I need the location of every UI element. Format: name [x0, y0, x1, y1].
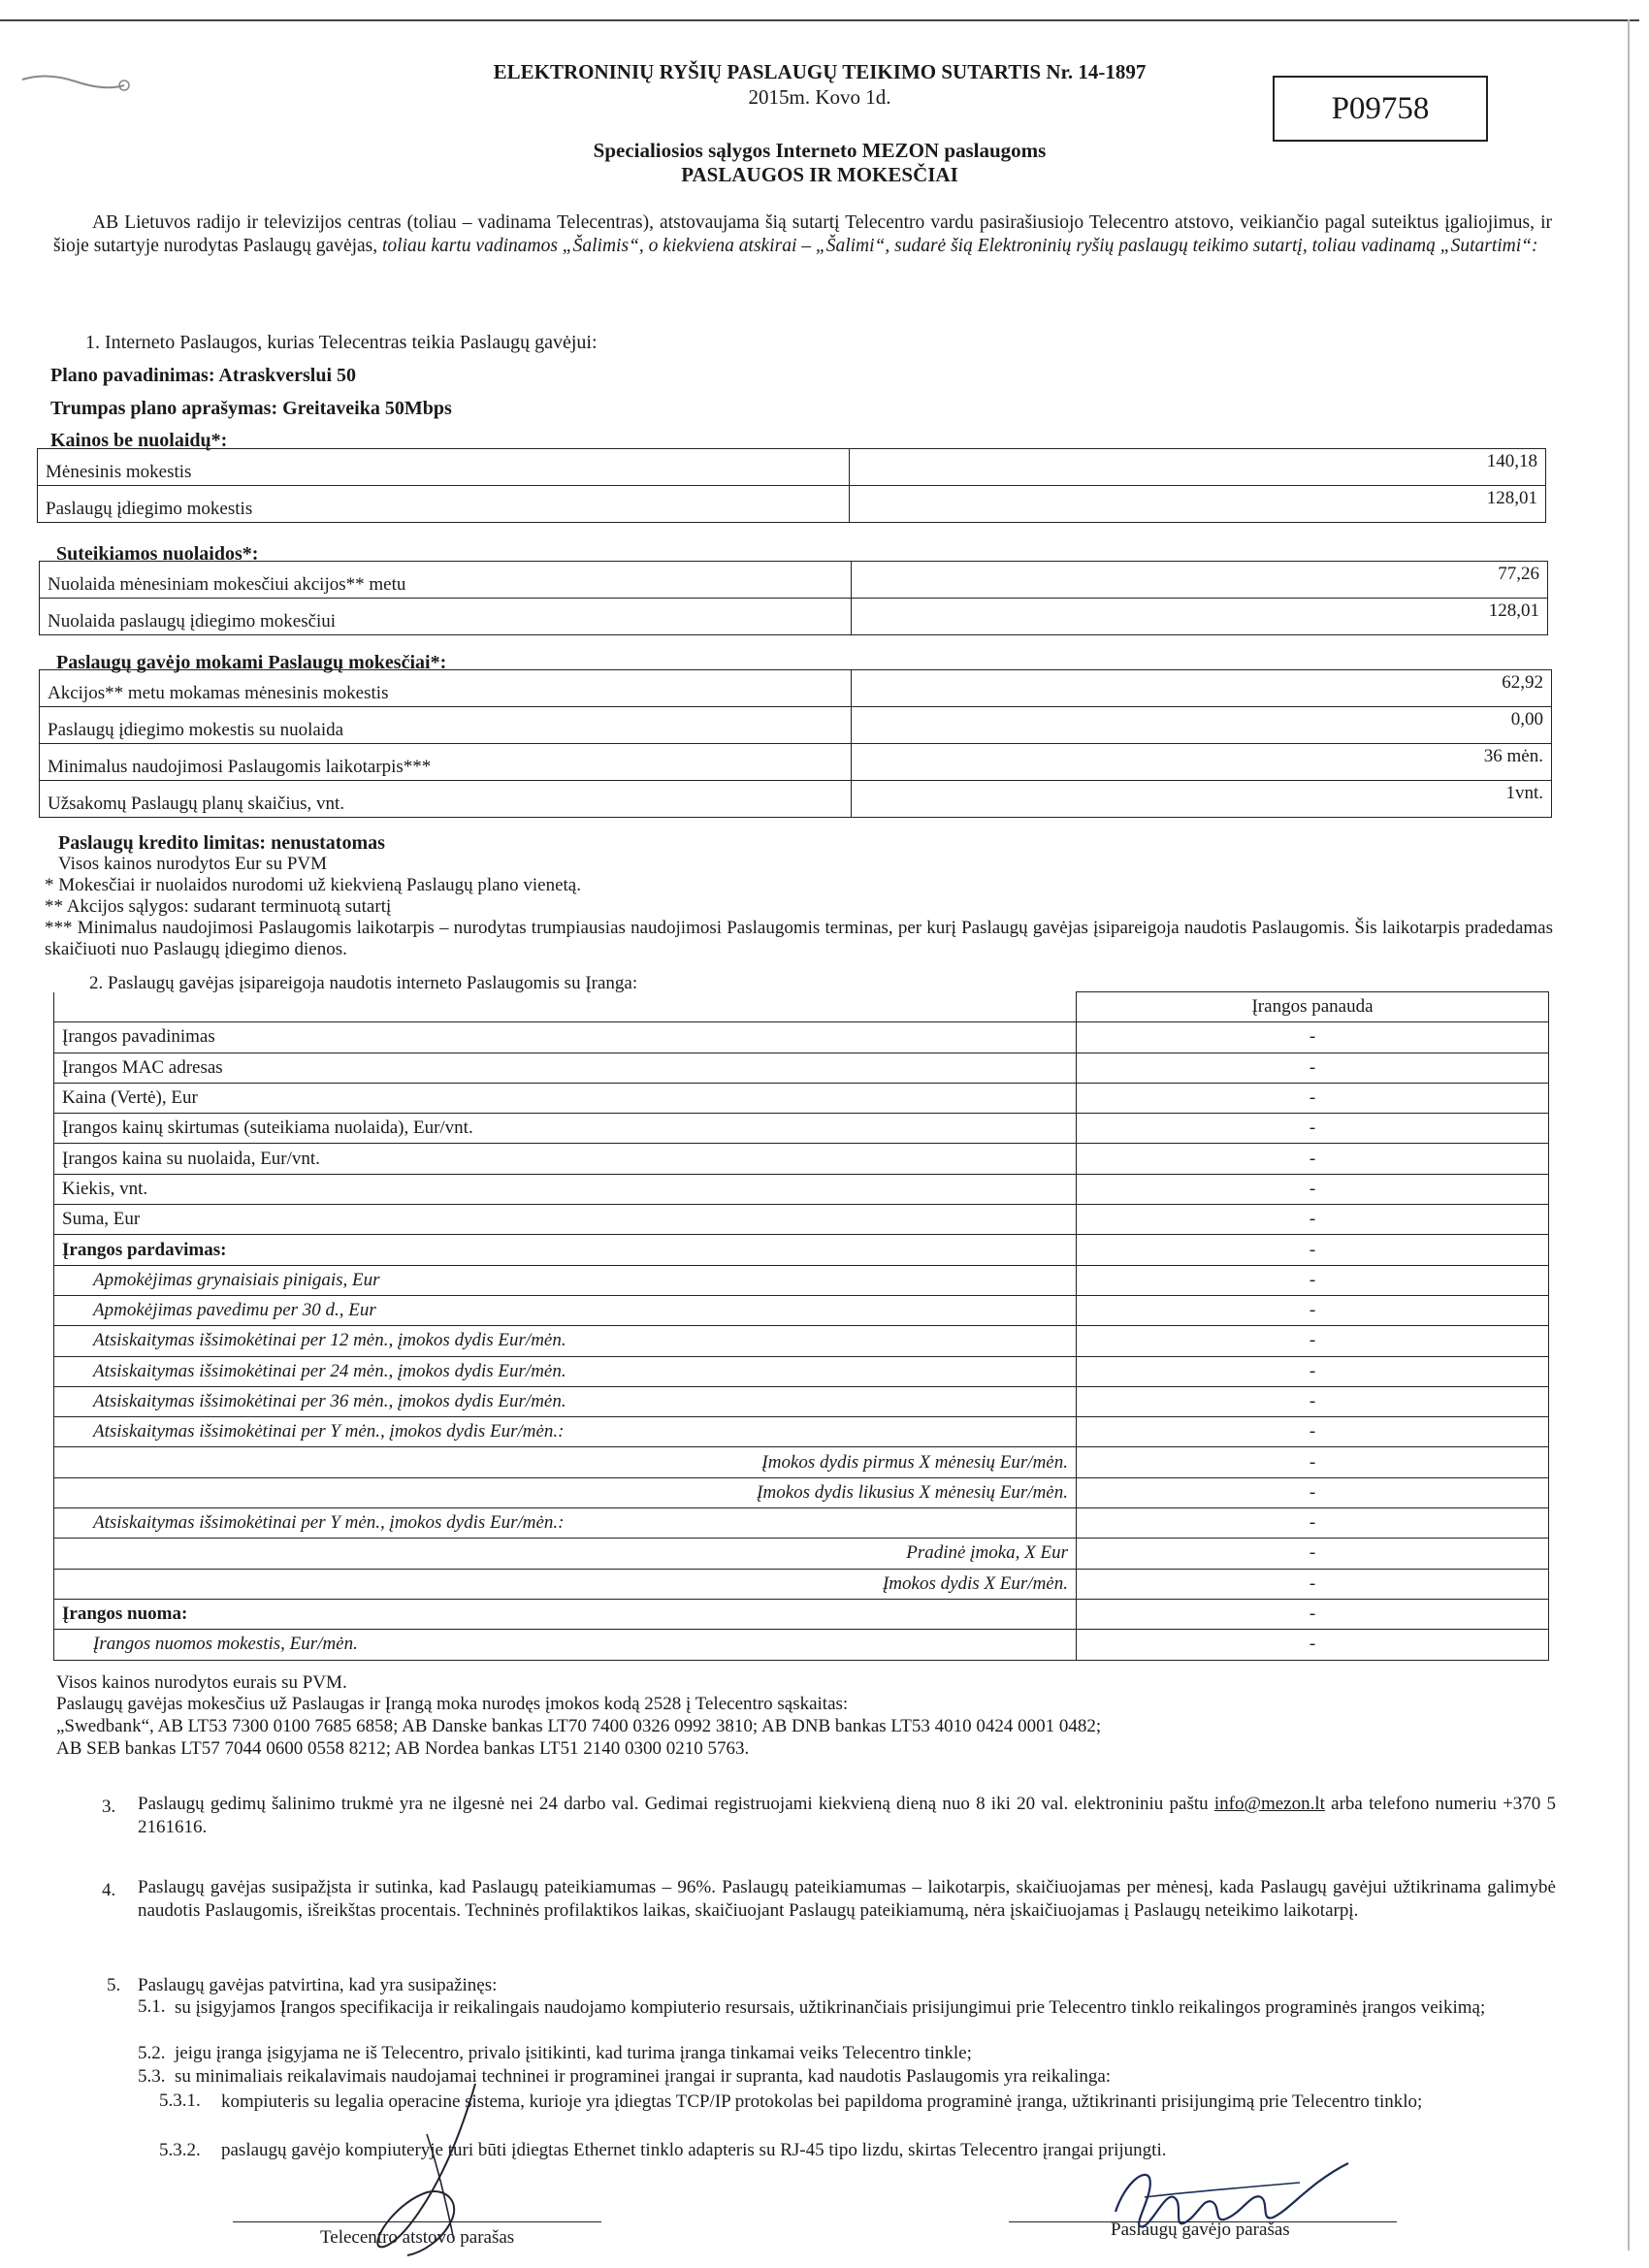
credit-limit: Paslaugų kredito limitas: nenustatomas — [58, 832, 385, 854]
equipment-row-label: Įmokos dydis pirmus X mėnesių Eur/mėn. — [54, 1447, 1077, 1477]
equipment-row-label: Įrangos kainų skirtumas (suteikiama nuolaida), Eur/vnt. — [54, 1114, 1077, 1144]
clause-5-3-2-number: 5.3.2. — [159, 2140, 201, 2160]
equipment-row-value: - — [1077, 1144, 1549, 1174]
footnote-1: * Mokesčiai ir nuolaidos nurodomi už kiekvieną Paslaugų plano vienetą. — [45, 875, 581, 895]
clause-5-text: Paslaugų gavėjas patvirtina, kad yra susipažinęs: — [138, 1975, 498, 1995]
equipment-row-label: Įrangos nuomos mokestis, Eur/mėn. — [54, 1630, 1077, 1660]
table-row — [40, 562, 1548, 599]
equipment-row-label: Įmokos dydis likusius X mėnesių Eur/mėn. — [54, 1477, 1077, 1507]
clause-5-3-2: paslaugų gavėjo kompiuteryje turi būti įdiegtas Ethernet tinklo adapteris su RJ-45 tipo lizdu, skirtas Telecentro įrangai prijungti. — [221, 2140, 1167, 2160]
equipment-row-value: - — [1077, 1053, 1549, 1083]
vat-note: Visos kainos nurodytos Eur su PVM — [58, 854, 328, 874]
equipment-row-value: - — [1077, 1356, 1549, 1386]
discount-label: Nuolaida paslaugų įdiegimo mokesčiui — [40, 599, 852, 635]
plan-description: Trumpas plano aprašymas: Greitaveika 50Mbps — [50, 398, 452, 419]
price-value: 128,01 — [850, 486, 1546, 523]
equipment-row-label: Įrangos nuoma: — [54, 1599, 1077, 1629]
payer-label: Užsakomų Paslaugų planų skaičius, vnt. — [40, 781, 852, 818]
table-row — [54, 1599, 1549, 1629]
table-row — [54, 1417, 1549, 1447]
clause-3 — [138, 1793, 1556, 1839]
table-row — [38, 449, 1546, 486]
footnote-3: *** Minimalus naudojimosi Paslaugomis laikotarpis – nurodytas trumpiausias naudojimosi Paslaugomis terminas, per kurį Paslaugų gavėjas įsipareigoja naudotis Paslaugomis. Šis laikotarpis pradedamas skaičiuoti nuo Paslaugų įdiegimo dienos. — [45, 918, 1553, 959]
table-row — [54, 1053, 1549, 1083]
equipment-row-label: Įrangos MAC adresas — [54, 1053, 1077, 1083]
contract-date: 2015m. Kovo 1d. — [748, 85, 891, 109]
clause-4-number: 4. — [102, 1880, 116, 1900]
customer-signature-label: Paslaugų gavėjo parašas — [1111, 2219, 1290, 2240]
equipment-row-value: - — [1077, 1447, 1549, 1477]
table-row — [54, 1508, 1549, 1539]
equipment-row-label: Apmokėjimas pavedimu per 30 d., Eur — [54, 1295, 1077, 1325]
equipment-row-label: Kaina (Vertė), Eur — [54, 1083, 1077, 1113]
clause-5-number: 5. — [107, 1975, 121, 1995]
table-row — [40, 781, 1552, 818]
equipment-row-label: Atsiskaitymas išsimokėtinai per Y mėn., įmokos dydis Eur/mėn.: — [54, 1508, 1077, 1539]
payer-fees-title: Paslaugų gavėjo mokami Paslaugų mokesčiai*: — [56, 652, 447, 673]
table-row — [40, 599, 1548, 635]
section2-heading: 2. Paslaugų gavėjas įsipareigoja naudotis interneto Paslaugomis su Įranga: — [89, 973, 638, 993]
intro-text: AB Lietuvos radijo ir televizijos centras (toliau – vadinama Telecentras), atstovaujama šią sutartį Telecentro vardu pasirašiusiojo Telecentro atstovo, veikiančio pagal suteiktus įgaliojimus, ir šioje sutartyje nurodytas Paslaugų gavėjas, — [53, 212, 1552, 256]
table-row — [54, 1386, 1549, 1416]
bank-accounts-1: „Swedbank“, AB LT53 7300 0100 7685 6858; AB Danske bankas LT70 7400 0326 0992 3810; AB DNB bankas LT53 4010 0424 0001 0482; — [56, 1716, 1102, 1736]
clause-5-2: jeigu įranga įsigyjama ne iš Telecentro, privalo įsitikinti, kad turima įranga tinkamai veiks Telecentro tinkle; — [175, 2043, 972, 2063]
table-row — [38, 486, 1546, 523]
prices-table — [37, 448, 1546, 523]
payer-value: 0,00 — [852, 707, 1552, 744]
price-label: Mėnesinis mokestis — [38, 449, 850, 486]
equipment-row-value: - — [1077, 1630, 1549, 1660]
discount-value: 77,26 — [852, 562, 1548, 599]
clause-5-3-number: 5.3. — [138, 2066, 166, 2087]
contract-code-box — [1273, 76, 1488, 142]
support-email-link[interactable]: info@mezon.lt — [1213, 1794, 1325, 1814]
equipment-column-header: Įrangos panauda — [1077, 992, 1549, 1022]
plan-name: Plano pavadinimas: Atraskverslui 50 — [50, 365, 357, 386]
equipment-row-value: - — [1077, 1326, 1549, 1356]
clause-5-3-1-number: 5.3.1. — [159, 2090, 201, 2111]
payer-value: 36 mėn. — [852, 744, 1552, 781]
payer-value: 1vnt. — [852, 781, 1552, 818]
clause-4-text: Paslaugų gavėjas susipažįsta ir sutinka, kad Paslaugų pateikiamumas – 96%. Paslaugų pateikiamumas – laikotarpis, skaičiuojamas per mėnesį, kada Paslaugų gavėjui užtikrinama galimybė naudotis Paslaugomis, išreikštas procentais. Techninės profilaktikos laikas, skaičiuojant Paslaugų pateikiamumą, nėra įskaičiuojamas į Paslaugų neteikimo laikotarpį. — [138, 1877, 1556, 1921]
discounts-table — [39, 561, 1548, 635]
equipment-row-value: - — [1077, 1569, 1549, 1599]
table-row — [54, 1114, 1549, 1144]
telecentras-signature-label: Telecentro atstovo parašas — [320, 2227, 515, 2248]
table-row — [54, 1356, 1549, 1386]
table-header-row — [54, 992, 1549, 1022]
price-label: Paslaugų įdiegimo mokestis — [38, 486, 850, 523]
equipment-row-label: Atsiskaitymas išsimokėtinai per Y mėn., įmokos dydis Eur/mėn.: — [54, 1417, 1077, 1447]
equipment-row-label: Įrangos kaina su nuolaida, Eur/vnt. — [54, 1144, 1077, 1174]
table-row — [54, 1569, 1549, 1599]
payer-label: Minimalus naudojimosi Paslaugomis laikotarpis*** — [40, 744, 852, 781]
clause-5-3: su minimaliais reikalavimais naudojamai techninei ir programinei įrangai ir supranta, kad naudotis Paslaugomis yra reikalinga: — [175, 2066, 1112, 2087]
intro-italic: toliau kartu vadinamos „Šalimis“, o kiekviena atskirai – „Šalimi“, sudarė šią Elektroninių ryšių paslaugų teikimo sutartį, toliau vadinamą „Sutartimi“: — [382, 236, 1538, 256]
equipment-row-value: - — [1077, 1508, 1549, 1539]
section1-heading: 1. Interneto Paslaugos, kurias Telecentras teikia Paslaugų gavėjui: — [85, 332, 598, 353]
table-row — [40, 670, 1552, 707]
equipment-row-value: - — [1077, 1265, 1549, 1295]
payer-label: Paslaugų įdiegimo mokestis su nuolaida — [40, 707, 852, 744]
equipment-row-label: Įrangos pavadinimas — [54, 1022, 1077, 1053]
equipment-vat-note: Visos kainos nurodytos eurais su PVM. — [56, 1672, 347, 1693]
equipment-row-label: Atsiskaitymas išsimokėtinai per 12 mėn., įmokos dydis Eur/mėn. — [54, 1326, 1077, 1356]
table-row — [40, 744, 1552, 781]
intro-paragraph — [53, 211, 1552, 258]
equipment-row-value: - — [1077, 1599, 1549, 1629]
table-row — [54, 1630, 1549, 1660]
equipment-row-value: - — [1077, 1174, 1549, 1204]
discounts-title: Suteikiamos nuolaidos*: — [56, 543, 259, 565]
payer-label: Akcijos** metu mokamas mėnesinis mokestis — [40, 670, 852, 707]
special-conditions-title: Specialiosios sąlygos Interneto MEZON paslaugoms — [593, 139, 1047, 162]
equipment-row-value: - — [1077, 1083, 1549, 1113]
payer-fees-table — [39, 669, 1552, 818]
equipment-row-label: Pradinė įmoka, X Eur — [54, 1539, 1077, 1569]
table-row — [54, 1295, 1549, 1325]
price-value: 140,18 — [850, 449, 1546, 486]
equipment-row-label: Apmokėjimas grynaisiais pinigais, Eur — [54, 1265, 1077, 1295]
equipment-row-label: Atsiskaitymas išsimokėtinai per 24 mėn., įmokos dydis Eur/mėn. — [54, 1356, 1077, 1386]
footnote-2: ** Akcijos sąlygos: sudarant terminuotą sutartį — [45, 896, 392, 917]
clause-3-tail: arba telefono numeriu +370 5 2161616. — [138, 1794, 1557, 1837]
scan-edge — [0, 19, 1639, 21]
table-row — [54, 1174, 1549, 1204]
equipment-row-label: Įmokos dydis X Eur/mėn. — [54, 1569, 1077, 1599]
telecentras-signature — [369, 2076, 495, 2260]
table-row — [54, 1477, 1549, 1507]
equipment-row-value: - — [1077, 1477, 1549, 1507]
prices-title: Kainos be nuolaidų*: — [50, 430, 228, 451]
discount-value: 128,01 — [852, 599, 1548, 635]
payment-instructions: Paslaugų gavėjas mokesčius už Paslaugas ir Įrangą moka nurodęs įmokos kodą 2528 į Telecentro sąskaitas: — [56, 1694, 849, 1714]
table-row — [54, 1235, 1549, 1265]
table-row — [54, 1144, 1549, 1174]
clause-5-3-1: kompiuteris su legalia operacine sistema, kurioje yra įdiegtas TCP/IP protokolas bei papildoma programinė įranga, užtikrinanti prisijungimą prie Telecentro tinklo; — [221, 2091, 1423, 2112]
table-row — [54, 1205, 1549, 1235]
contract-title: ELEKTRONINIŲ RYŠIŲ PASLAUGŲ TEIKIMO SUTARTIS Nr. 14-1897 — [493, 60, 1147, 83]
equipment-row-value: - — [1077, 1022, 1549, 1053]
equipment-row-value: - — [1077, 1235, 1549, 1265]
table-row — [54, 1539, 1549, 1569]
clause-3-number: 3. — [102, 1797, 116, 1817]
clause-5-1-number: 5.1. — [138, 1996, 166, 2017]
table-row — [54, 1326, 1549, 1356]
contract-code: P09758 — [1331, 91, 1430, 126]
equipment-row-value: - — [1077, 1205, 1549, 1235]
equipment-row-value: - — [1077, 1417, 1549, 1447]
clause-5-1: su įsigyjamos Įrangos specifikacija ir reikalingais naudojamo kompiuterio resursais, užtikrinančiais prisijungimui prie Telecentro tinklo reikalingos programinės įrangos veikimą; — [175, 1997, 1486, 2018]
clause-3-text: Paslaugų gedimų šalinimo trukmė yra ne ilgesnė nei 24 darbo val. Gedimai registruojami kiekvieną dieną nuo 8 iki 20 val. elektroniniu paštu — [138, 1794, 1209, 1814]
staple-mark — [17, 68, 134, 97]
equipment-row-value: - — [1077, 1114, 1549, 1144]
bank-accounts-2: AB SEB bankas LT57 7044 0600 0558 8212; AB Nordea bankas LT51 2140 0300 0210 5763. — [56, 1738, 750, 1759]
equipment-row-value: - — [1077, 1295, 1549, 1325]
table-row — [54, 1447, 1549, 1477]
table-row — [40, 707, 1552, 744]
table-row — [54, 1083, 1549, 1113]
equipment-row-label: Įrangos pardavimas: — [54, 1235, 1077, 1265]
table-row — [54, 1265, 1549, 1295]
equipment-table — [53, 991, 1549, 1661]
table-row — [54, 1022, 1549, 1053]
clause-5-2-number: 5.2. — [138, 2043, 166, 2063]
customer-signature — [1106, 2154, 1358, 2241]
payer-value: 62,92 — [852, 670, 1552, 707]
scan-right-edge — [1628, 19, 1630, 2251]
equipment-row-value: - — [1077, 1386, 1549, 1416]
services-fees-title: PASLAUGOS IR MOKESČIAI — [681, 163, 958, 186]
discount-label: Nuolaida mėnesiniam mokesčiui akcijos** metu — [40, 562, 852, 599]
equipment-row-label: Kiekis, vnt. — [54, 1174, 1077, 1204]
equipment-row-value: - — [1077, 1539, 1549, 1569]
equipment-row-label: Suma, Eur — [54, 1205, 1077, 1235]
equipment-row-label: Atsiskaitymas išsimokėtinai per 36 mėn., įmokos dydis Eur/mėn. — [54, 1386, 1077, 1416]
